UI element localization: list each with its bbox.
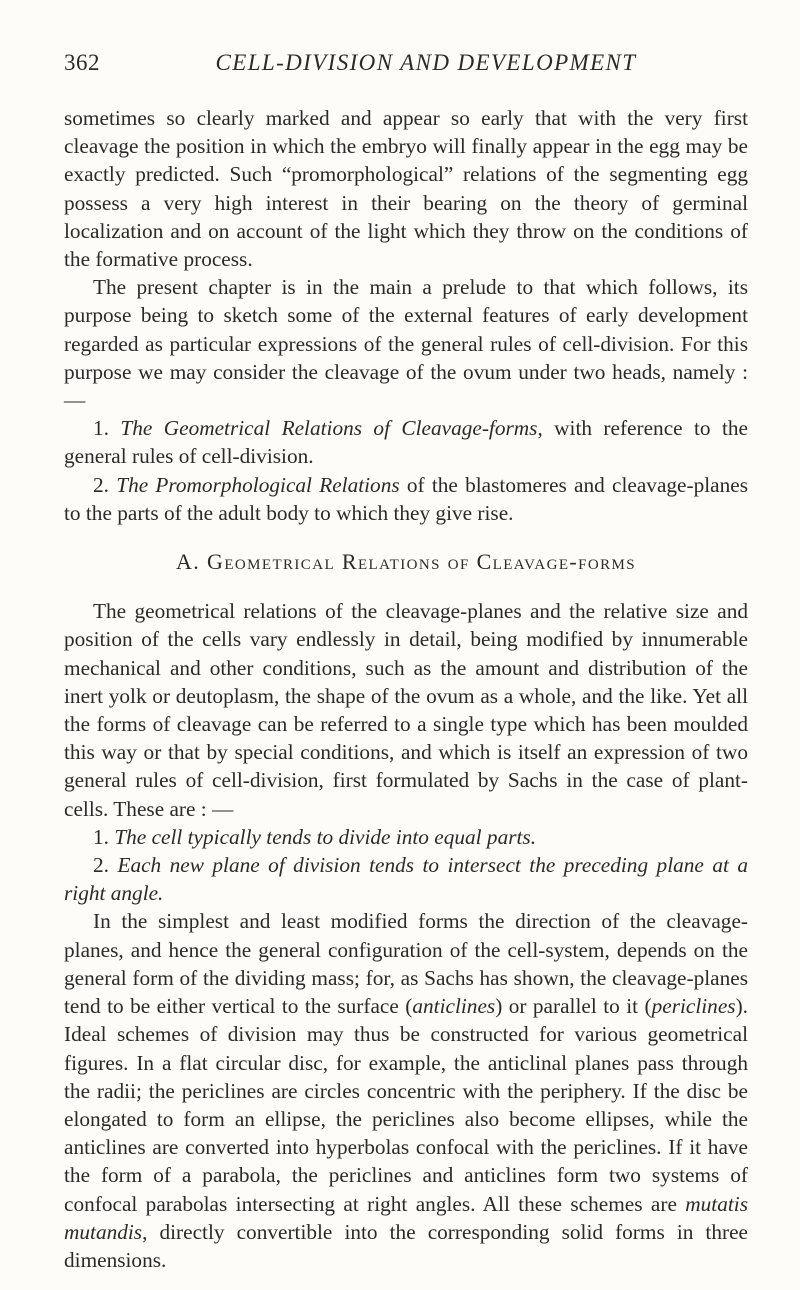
term-periclines: periclines — [651, 994, 736, 1019]
rule-number: 1. — [93, 824, 109, 849]
list-item-text: , with reference to the general rules of cell-division. — [64, 416, 748, 469]
page-number: 362 — [64, 50, 100, 75]
term-anticlines: anticlines — [412, 994, 496, 1019]
paragraph-geometrical-relations: The geometrical relations of the cleavage-planes and the relative size and position of the cells vary endlessly in detail, being modified by innumerable mechanical and other conditions, such as the amount and distribution of the inert yolk or deutoplasm, the shape of the ovum as a whole, and the like. Yet all the forms of cleavage can be referred to a single type which has been moulded this way or that by special conditions, and which is itself an expression of two general rules of cell-division, first formulated by Sachs in the case of plant-cells. These are : — — [64, 599, 748, 821]
section-heading-text: A. Geometrical Relations of Cleavage-forms — [175, 549, 637, 575]
list-number: 1. — [93, 416, 109, 441]
list-item-title: The Geometrical Relations of Cleavage-forms — [120, 416, 538, 441]
rule-item-right-angle — [64, 851, 748, 907]
rule-text: Each new plane of division tends to intersect the preceding plane at a right angle. — [64, 853, 748, 906]
list-number: 2. — [93, 472, 109, 497]
page-header — [64, 50, 748, 84]
text-run: ). Ideal schemes of division may thus be constructed for various geometrical figures. In a flat circular disc, for example, the anticlinal planes pass through the radii; the periclines are circles concentric with the periphery. If the disc be elongated to form an ellipse, the periclines also become ellipses, while the anticlines are converted into hyperbolas confocal with the periclines. If it have the form of a parabola, the periclines and anticlines form two systems of confocal parabolas intersecting at right angles. All these schemes are — [64, 994, 748, 1216]
term-mutatis-mutandis: mutatis mutandis — [64, 1191, 748, 1244]
text-run: In the simplest and least modified forms the direction of the cleavage-planes, and hence the general configuration of the cell-system, depends on the general form of the dividing mass; for, as Sachs has shown, the cleavage-planes tend to be either vertical to the surface ( — [64, 909, 748, 1019]
paragraph-cleavage-planes — [64, 907, 748, 1274]
list-item-promorphological — [64, 471, 748, 527]
paragraph-chapter-intro: The present chapter is in the main a prelude to that which follows, its purpose being to sketch some of the external features of early development regarded as particular expressions of the general rules of cell-division. For this purpose we may consider the cleavage of the ovum under two heads, namely : — — [64, 275, 748, 413]
list-item-geometrical — [64, 414, 748, 470]
list-item-text: of the blastomeres and cleavage-planes to the parts of the adult body to which they give rise. — [64, 472, 748, 525]
list-item-title: The Promorphological Relations — [116, 472, 400, 497]
rule-text: The cell typically tends to divide into equal parts. — [114, 824, 537, 849]
paragraph-continuation: sometimes so clearly marked and appear so early that with the very first cleavage the position in which the embryo will finally appear in the egg may be exactly predicted. Such “promorphological” relations of the segmenting egg possess a very high interest in their bearing on the theory of germinal localization and on account of the light which they throw on the conditions of the formative process. — [64, 106, 748, 272]
running-head: CELL-DIVISION AND DEVELOPMENT — [215, 50, 637, 75]
rule-number: 2. — [93, 853, 109, 878]
text-run: , directly convertible into the corresponding solid forms in three dimensions. — [64, 1219, 748, 1272]
rule-item-equal-parts — [64, 823, 748, 851]
section-heading — [64, 548, 748, 576]
page-body — [64, 104, 748, 1274]
text-run: ) or parallel to it ( — [495, 994, 652, 1019]
